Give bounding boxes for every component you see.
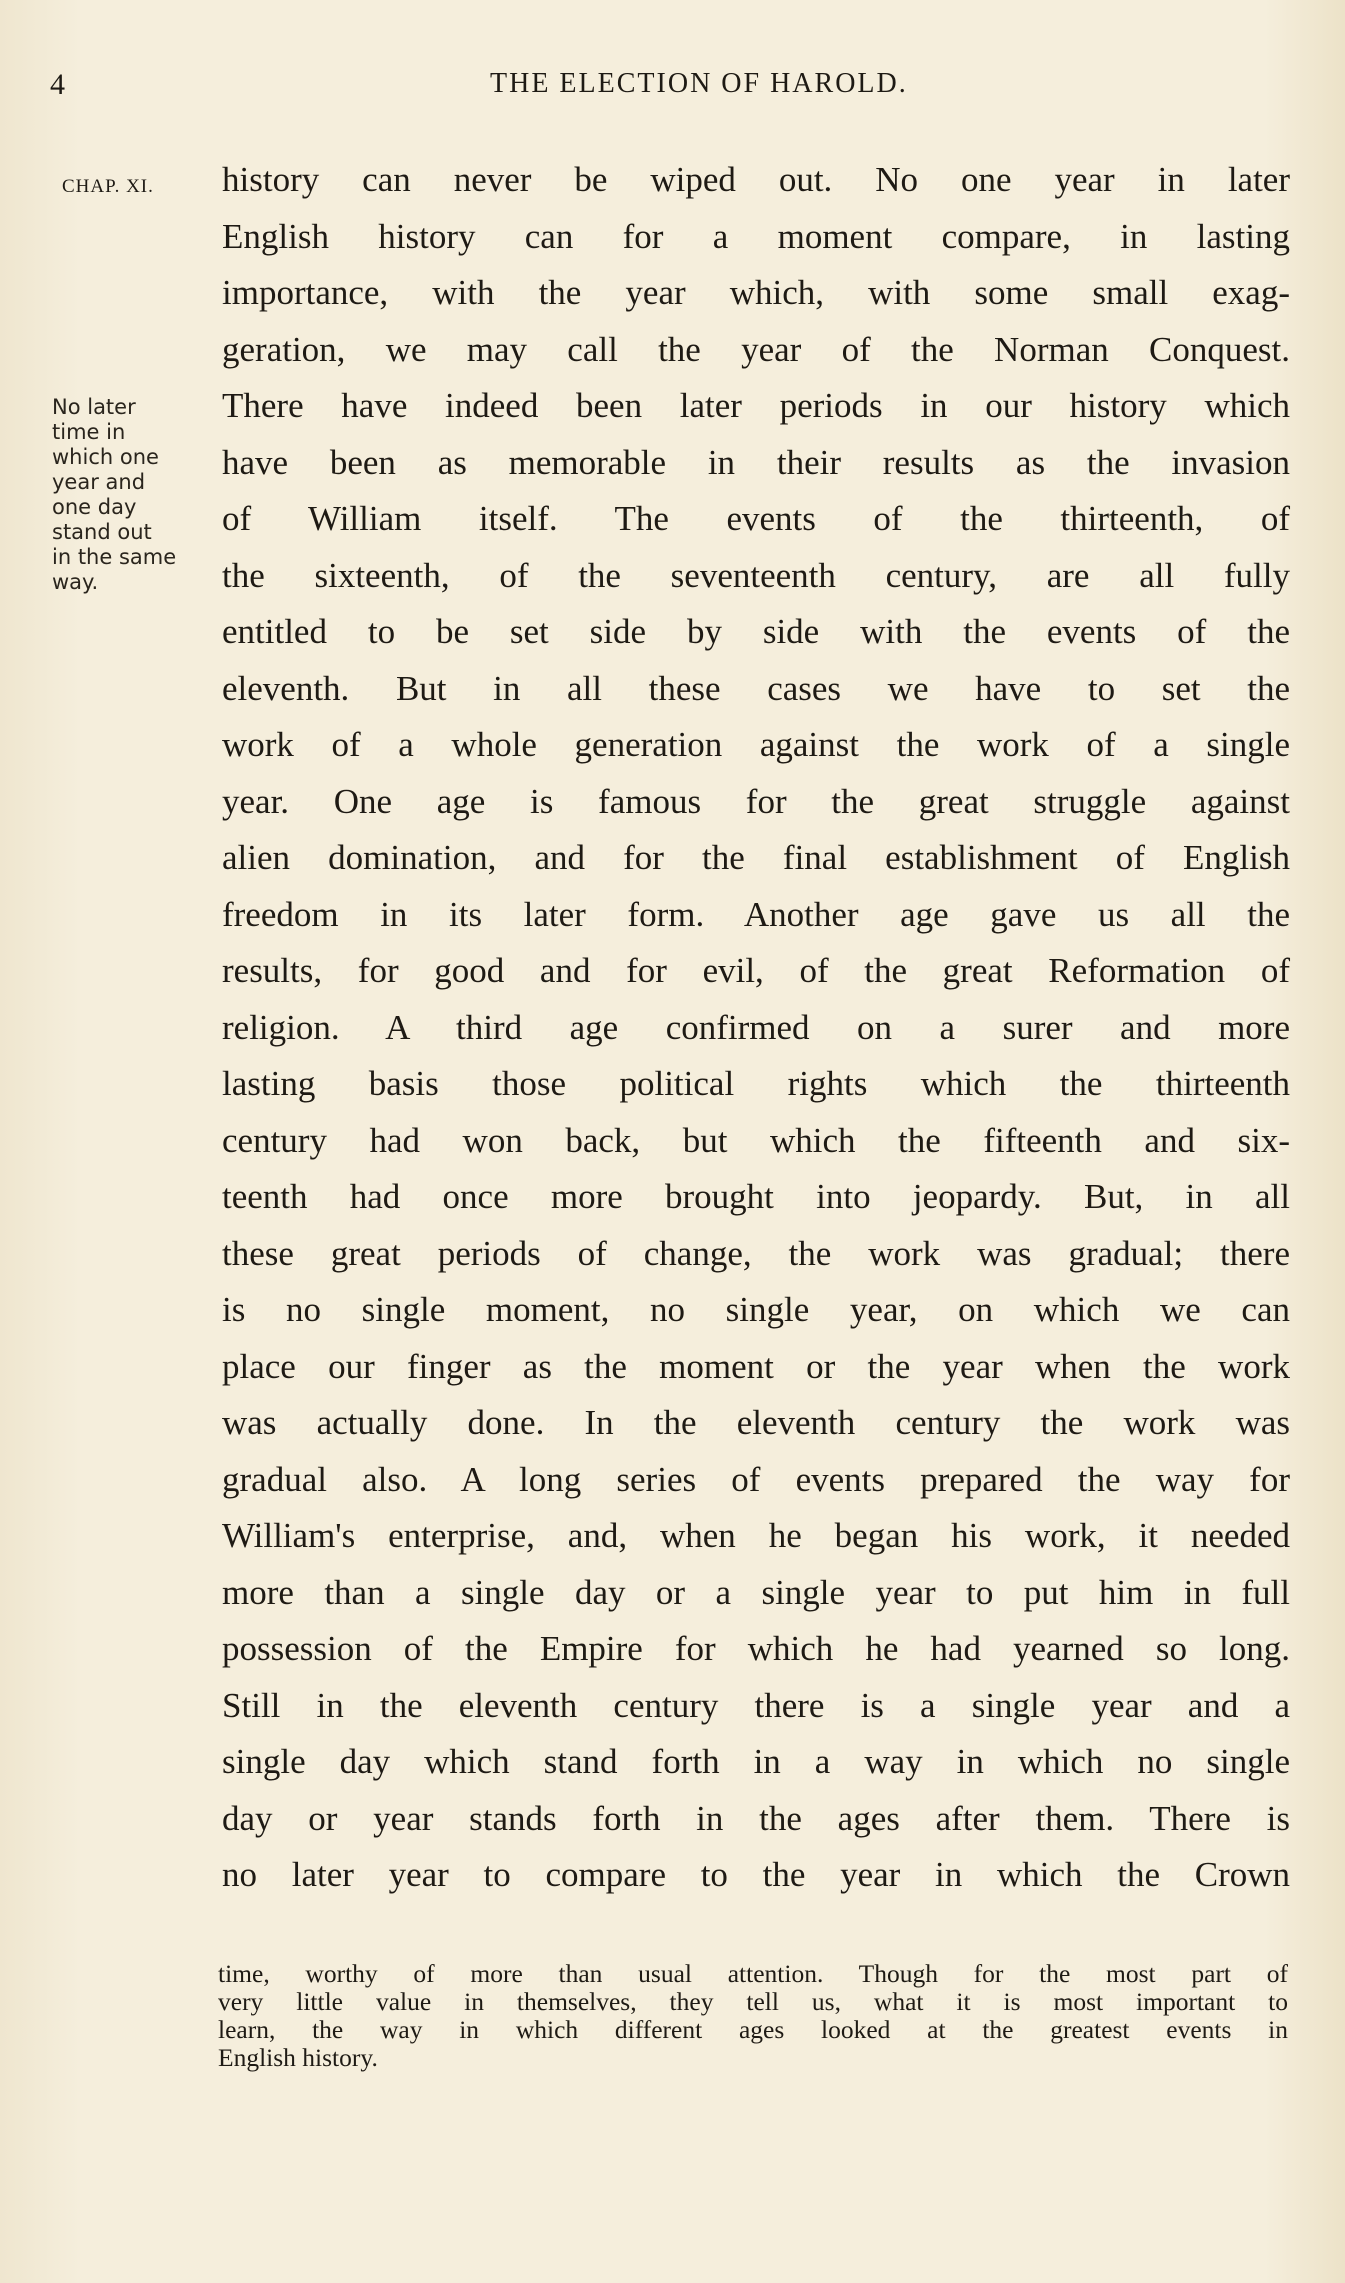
footnote-line: English history. [218,2043,378,2072]
body-line: of William itself. The events of the thirteenth, of [222,499,1290,538]
body-line: importance, with the year which, with some small exag- [222,273,1290,312]
body-text [222,152,1290,1904]
body-line: lasting basis those political rights which the thirteenth [222,1064,1290,1103]
body-line: possession of the Empire for which he had yearned so long. [222,1629,1290,1668]
chapter-label: CHAP. XI. [62,176,154,197]
body-line: more than a single day or a single year to put him in full [222,1572,1290,1612]
sidenote-line: No later [52,395,136,419]
body-line: the sixteenth, of the seventeenth century, are all fully [222,555,1290,595]
page-header [0,68,1345,112]
footnote-line: time, worthy of more than usual attention. Though for the most part of [218,1959,1288,1988]
body-line: place our finger as the moment or the year when the work [222,1346,1290,1386]
body-line: alien domination, and for the final establishment of English [222,838,1290,877]
sidenote-line: year and [52,470,146,494]
running-title: THE ELECTION OF HAROLD. [490,68,908,99]
body-line: work of a whole generation against the work of a single [222,725,1290,764]
sidenote-line: in the same [52,545,177,569]
page-number: 4 [50,68,65,101]
footnote [218,1960,1288,2072]
body-line: is no single moment, no single year, on which we can [222,1290,1290,1329]
sidenote-line: time in [52,420,126,444]
body-line: geration, we may call the year of the Norman Conquest. [222,329,1290,369]
body-line: day or year stands forth in the ages after them. There is [222,1798,1290,1838]
body-line: William's enterprise, and, when he began his work, it needed [222,1516,1290,1555]
body-line: There have indeed been later periods in our history which [222,386,1290,425]
sidenote-line: way. [52,570,99,594]
body-line: gradual also. A long series of events prepared the way for [222,1459,1290,1499]
sidenote-line: stand out [52,520,152,544]
body-line: century had won back, but which the fifteenth and six- [222,1120,1290,1160]
sidenote-line: which one [52,445,159,469]
footnote-line: learn, the way in which different ages looked at the greatest events in [218,2015,1288,2044]
body-line: religion. A third age confirmed on a surer and more [222,1007,1290,1047]
body-line: history can never be wiped out. No one year in later [222,160,1290,199]
body-line: no later year to compare to the year in which the Crown [222,1855,1290,1894]
body-line: freedom in its later form. Another age gave us all the [222,894,1290,934]
body-line: eleventh. But in all these cases we have to set the [222,668,1290,708]
body-line: entitled to be set side by side with the events of the [222,612,1290,651]
body-line: these great periods of change, the work was gradual; there [222,1233,1290,1273]
body-line: single day which stand forth in a way in which no single [222,1742,1290,1781]
body-line: have been as memorable in their results as the invasion [222,442,1290,482]
margin-sidenote [52,395,232,595]
body-line: Still in the eleventh century there is a single year and a [222,1685,1290,1725]
sidenote-line: one day [52,495,137,519]
body-line: was actually done. In the eleventh century the work was [222,1403,1290,1442]
footnote-line: very little value in themselves, they tell us, what it is most important to [218,1987,1288,2016]
body-line: year. One age is famous for the great struggle against [222,781,1290,821]
body-line: results, for good and for evil, of the great Reformation of [222,951,1290,990]
body-line: teenth had once more brought into jeopardy. But, in all [222,1177,1290,1216]
body-line: English history can for a moment compare, in lasting [222,216,1290,256]
